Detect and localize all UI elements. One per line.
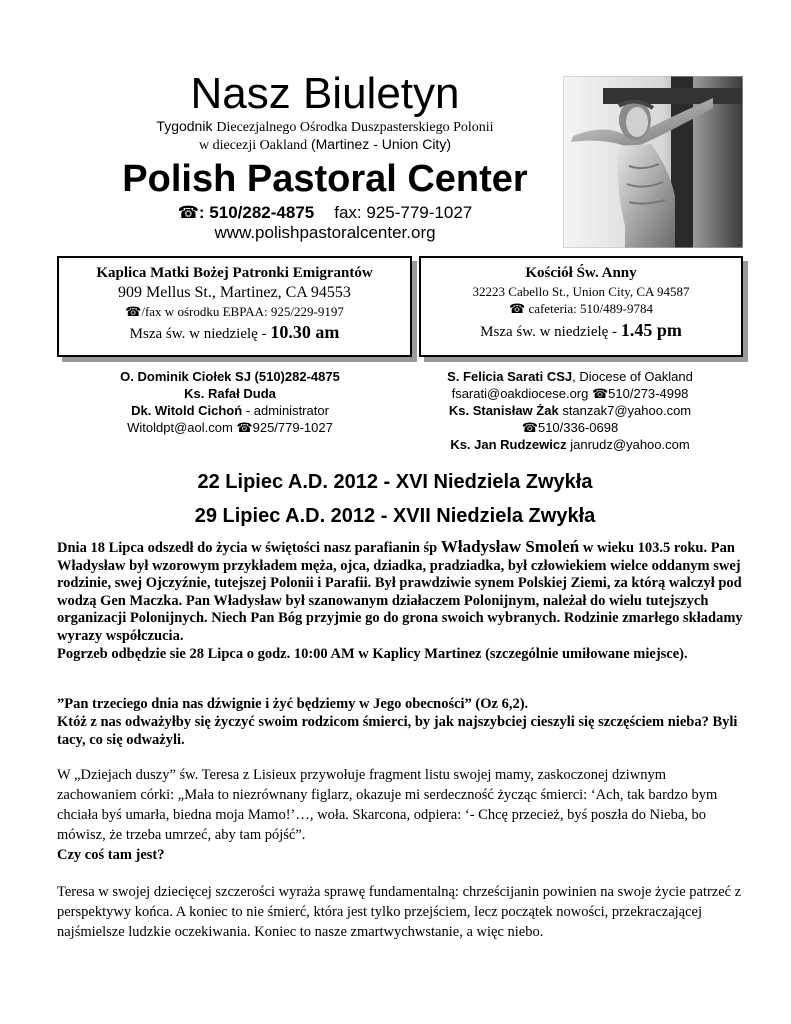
reflection-question: Któż z nas odważyłby się życzyć swoim rodzicom śmierci, by jak najszybciej cieszyli się szczęściem nieba? Byli tacy, co się odważyli. — [57, 714, 738, 748]
bulletin-subtitle — [100, 118, 550, 136]
subtitle-lead: Tygodnik — [156, 118, 213, 134]
clergy-list-right — [420, 368, 720, 453]
clergy-felicia-role: , Diocese of Oakland — [572, 369, 693, 384]
section-heading: Czy coś tam jest? — [57, 847, 165, 863]
masthead — [100, 70, 550, 243]
church-info-box — [419, 256, 743, 357]
obituary-intro: Dnia 18 Lipca odszedł do życia w świętości nasz parafianin śp — [57, 540, 438, 556]
clergy-felicia-contact: fsarati@oakdiocese.org ☎510/273-4998 — [451, 386, 689, 401]
clergy-witold-name: Dk. Witold Cichoń — [131, 403, 243, 418]
center-name: Polish Pastoral Center — [122, 158, 528, 200]
chapel-mass-label: Msza św. w niedzielę - — [129, 326, 267, 342]
church-phone: ☎ cafeteria: 510/489-9784 — [509, 301, 653, 316]
scripture-quote: ”Pan trzeciego dnia nas dźwignie i żyć będziemy w Jego obecności” (Oz 6,2). — [57, 696, 529, 712]
bulletin-title: Nasz Biuletyn — [190, 69, 460, 118]
church-address: 32223 Cabello St., Union City, CA 94587 — [472, 284, 690, 299]
reflection-para2-text: Teresa w swojej dziecięcej szczerości wyraża sprawę fundamentalną: chrześcijanin powinien na swoje życie patrzeć z perspektywy końca. A koniec to nie śmierć, która jest tylko przejściem, lecz początek nowości, przekraczającej najśmielsze ludzkie oczekiwania. Koniec to nasze zmartwychwstanie, a więc niebo. — [57, 884, 742, 940]
center-fax: fax: 925-779-1027 — [334, 203, 473, 222]
subtitle-text: Diecezjalnego Ośrodka Duszpasterskiego Polonii — [216, 120, 494, 135]
clergy-stanislaw-name: Ks. Stanisław Żak — [448, 403, 559, 418]
subtitle2-paren: (Martinez - Union City) — [310, 136, 451, 152]
center-phone: ☎: 510/282-4875 — [177, 203, 315, 222]
obituary-name: Władysław Smoleń — [440, 537, 580, 556]
clergy-witold-role: - administrator — [245, 403, 329, 418]
obituary-notice — [57, 538, 745, 663]
funeral-notice: Pogrzeb odbędzie sie 28 Lipca o godz. 10:00 AM w Kaplicy Martinez (szczególnie umiłowane miejsce). — [57, 645, 688, 662]
obituary-body: w wieku 103.5 roku. Pan Władysław był wzorowym przykładem męża, ojca, dziadka, pradziadka, był człowiekiem wielce oddanym swej rodzinie, swej Ojczyźnie, tutejszej Polonii i Parafii. Był prawdziwie synem Polskiej Ziemi, za którą walczył pod wodzą Gen Maczka. Pan Władysław był szanowanym działaczem Polonijnym, należał do wielu tutejszych organizacji Polonijnych. Niech Pan Bóg przyjmie go do grona swoich wybranych. Rodzinie zmarłego składamy wyrazy współczucia. — [57, 540, 743, 644]
chapel-mass-hour: 10.30 am — [270, 322, 340, 342]
church-name: Kościół Św. Anny — [525, 265, 637, 281]
clergy-dominik: O. Dominik Ciołek SJ (510)282-4875 — [120, 369, 340, 384]
reflection-para1-text: W „Dziejach duszy” św. Teresa z Lisieux przywołuje fragment listu swojej mamy, zaskoczonej dziwnym zachowaniem córki: „Mała to niezrównany figlarz, okazuje mi serdeczność życząc śmierci: ‘Ach, tak bardzo bym chciała byś umarła, biedna moja Mamo!’…, woła. Skarcona, odpiera: ‘- Chcę przecież, byś poszła do Nieba, bo mówisz, że trzeba umrzeć, aby tam pójść”. — [57, 767, 718, 843]
reflection-paragraph-1 — [57, 765, 745, 845]
reflection-paragraph-2 — [57, 882, 745, 942]
bulletin-subtitle-2 — [100, 136, 550, 154]
church-mass-label: Msza św. w niedzielę - — [480, 324, 618, 340]
chapel-info-box — [57, 256, 412, 357]
clergy-stanislaw-email: stanzak7@yahoo.com — [562, 403, 692, 418]
clergy-witold-contact: Witoldpt@aol.com ☎925/779-1027 — [127, 420, 333, 435]
clergy-stanislaw-phone: ☎510/336-0698 — [521, 420, 619, 435]
obituary-paragraph — [57, 538, 745, 646]
clergy-jan-email: janrudz@yahoo.com — [570, 437, 690, 452]
clergy-list-left — [110, 368, 350, 436]
clergy-witold — [110, 402, 350, 419]
church-mass-hour: 1.45 pm — [620, 320, 682, 340]
chapel-phone: ☎/fax w ośrodku EBPAA: 925/229-9197 — [125, 304, 344, 319]
crucifix-photo — [563, 76, 743, 248]
sunday-date-2: 29 Lipiec A.D. 2012 - XVII Niedziela Zwykła — [194, 505, 596, 527]
clergy-jan-name: Ks. Jan Rudzewicz — [450, 437, 567, 452]
clergy-felicia — [420, 368, 720, 385]
sunday-date-1: 22 Lipiec A.D. 2012 - XVI Niedziela Zwykła — [197, 471, 593, 493]
clergy-felicia-name: S. Felicia Sarati CSJ — [447, 369, 573, 384]
church-mass-time — [421, 317, 741, 345]
chapel-mass-time — [59, 320, 410, 346]
clergy-rafal: Ks. Rafał Duda — [184, 386, 276, 401]
clergy-stanislaw — [420, 402, 720, 419]
subtitle2-text: w diecezji Oakland — [199, 138, 308, 153]
chapel-name: Kaplica Matki Bożej Patronki Emigrantów — [96, 265, 373, 281]
chapel-address: 909 Mellus St., Martinez, CA 94553 — [118, 284, 351, 301]
center-website[interactable]: www.polishpastoralcenter.org — [214, 223, 436, 242]
reflection-intro — [57, 695, 745, 749]
contact-line — [100, 202, 550, 223]
clergy-jan — [420, 436, 720, 453]
